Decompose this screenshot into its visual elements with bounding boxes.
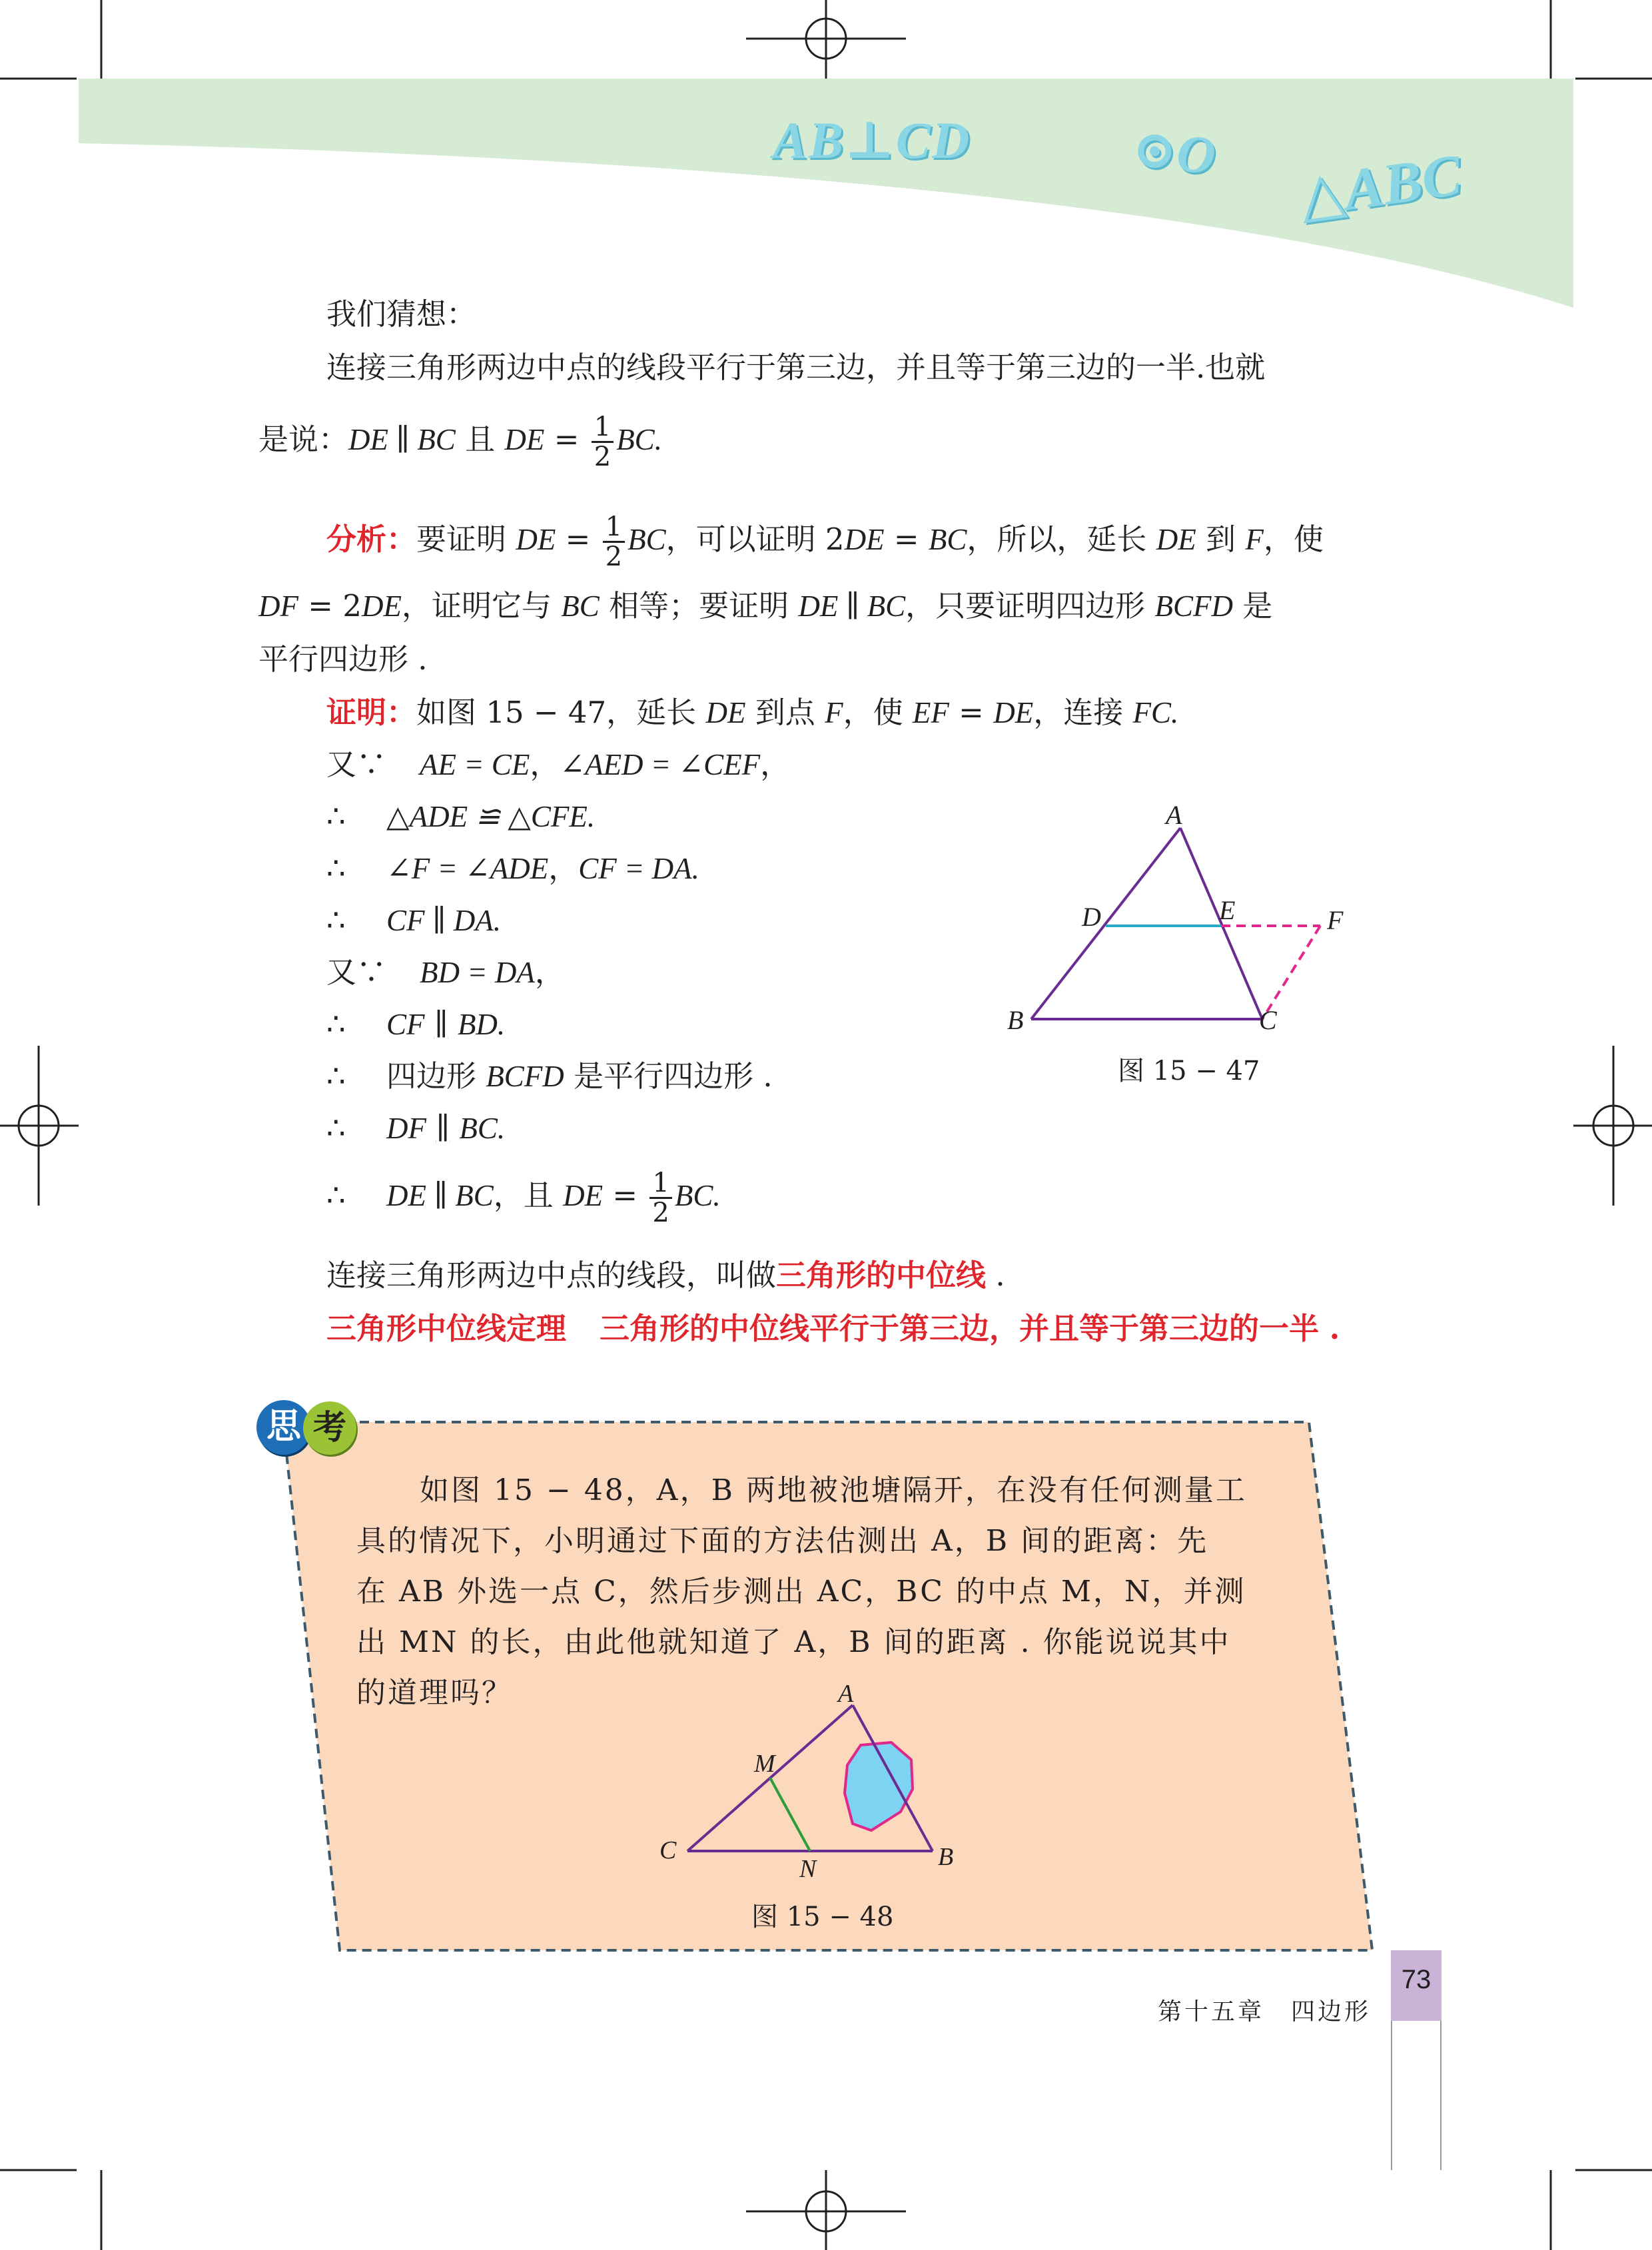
analysis-line-2: DF = 2DE，证明它与 BC 相等；要证明 DE ∥ BC，只要证明四边形 BCFD 是 <box>258 588 1273 623</box>
think-line-2: 具的情况下，小明通过下面的方法估测出 A，B 间的距离：先 <box>356 1524 1209 1558</box>
think-line-5: 的道理吗？ <box>356 1676 513 1710</box>
theorem-name: 三角形中位线定理 <box>326 1311 567 1346</box>
label-C: C <box>659 1836 677 1864</box>
think-badge <box>256 1400 376 1453</box>
math: BC. <box>616 423 662 456</box>
label-B: B <box>938 1843 954 1871</box>
header-deco-triangle: △ABC <box>1295 143 1465 230</box>
text: 是说： <box>258 422 349 457</box>
definition-line: 连接三角形两边中点的线段，叫做三角形的中位线 . <box>326 1258 1005 1293</box>
proof-step-2: ∴ △ADE ≌ △CFE. <box>326 799 596 834</box>
label-F: F <box>1327 905 1344 935</box>
fraction-half: $\frac{1}{2}$ <box>603 513 625 571</box>
fraction-half: $\frac{1}{2}$ <box>649 1169 671 1227</box>
proof-step-9: ∴ DE ∥ BC，且 DE = $\frac{1}{2}$ BC. <box>326 1168 721 1228</box>
think-line-3: 在 AB 外选一点 C，然后步测出 AC，BC 的中点 M，N，并测 <box>356 1575 1246 1609</box>
figure-15-47-caption: 图 15 − 47 <box>1118 1056 1260 1086</box>
figure-15-48-caption: 图 15 − 48 <box>751 1902 894 1932</box>
analysis-label: 分析： <box>326 522 417 557</box>
label-A: A <box>1166 800 1182 830</box>
proof-step-7: ∴ 四边形 BCFD 是平行四边形 . <box>326 1058 773 1094</box>
proof-label: 证明： <box>326 695 417 730</box>
label-C: C <box>1259 1005 1277 1035</box>
header-deco-perpendicular: AB⊥CD <box>773 111 971 169</box>
analysis-line-1: 分析：要证明 DE = $\frac{1}{2}$ BC，可以证明 2DE = BC，所以，延长 DE 到 F，使 <box>326 512 1324 572</box>
proof-step-1: 又∵ AE = CE，∠AED = ∠CEF， <box>326 747 791 782</box>
proof-step-4: ∴ CF ∥ DA. <box>326 903 502 938</box>
think-badge-char-1: 思 <box>256 1400 311 1455</box>
math: DE ∥ BC <box>348 423 456 456</box>
label-A: A <box>838 1680 854 1708</box>
math: DE <box>504 423 545 456</box>
proof-step-5: 又∵ BD = DA， <box>326 954 565 990</box>
think-badge-char-2: 考 <box>303 1401 356 1455</box>
chapter-title: 第十五章 四边形 <box>1158 1998 1372 2026</box>
fraction-half: $\frac{1}{2}$ <box>592 413 614 471</box>
figure-15-48 <box>653 1679 973 1892</box>
think-line-4: 出 MN 的长，由此他就知道了 A，B 间的距离 . 你能说说其中 <box>356 1625 1231 1659</box>
proof-step-6: ∴ CF ∥ BD. <box>326 1006 506 1042</box>
proof-step-8: ∴ DF ∥ BC. <box>326 1110 506 1146</box>
proof-step-3: ∴ ∠F = ∠ADE，CF = DA. <box>326 851 699 886</box>
label-N: N <box>799 1855 817 1883</box>
page-number: 73 <box>1401 1965 1432 1994</box>
page-tab-line <box>1391 2021 1442 2170</box>
pond <box>845 1742 913 1830</box>
header-deco-circle: ⊙O <box>1129 119 1218 187</box>
segment-MN <box>770 1778 810 1851</box>
proof-line-1: 证明：如图 15 − 47，延长 DE 到点 F，使 EF = DE，连接 FC. <box>326 695 1179 730</box>
body-line-2: 连接三角形两边中点的线段平行于第三边，并且等于第三边的一半.也就 <box>326 350 1266 385</box>
body-line-1: 我们猜想： <box>326 296 477 332</box>
think-line-1: 如图 15 − 48，A，B 两地被池塘隔开，在没有任何测量工 <box>420 1473 1247 1507</box>
theorem-text: 三角形的中位线平行于第三边，并且等于第三边的一半 . <box>600 1311 1340 1346</box>
label-D: D <box>1082 902 1101 932</box>
analysis-line-3: 平行四边形 . <box>258 641 428 677</box>
midline-term: 三角形的中位线 <box>776 1258 987 1293</box>
label-E: E <box>1219 895 1236 925</box>
label-M: M <box>754 1750 775 1778</box>
text: = <box>544 422 589 457</box>
text: 且 <box>455 422 505 457</box>
label-B: B <box>1007 1005 1024 1035</box>
